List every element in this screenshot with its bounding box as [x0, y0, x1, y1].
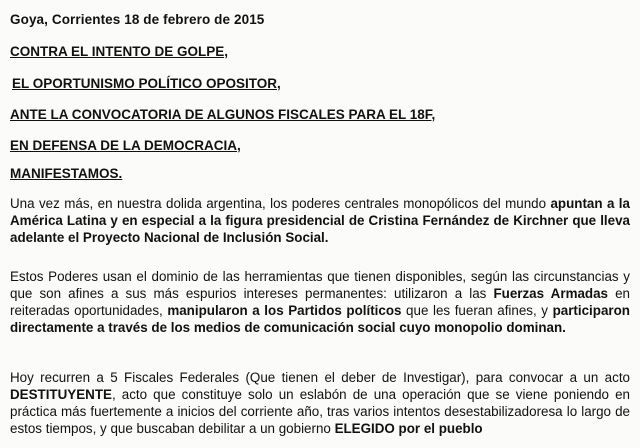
paragraph-3-bold-destituyente: DESTITUYENTE: [10, 387, 112, 402]
paragraph-2-text-c: que les fueran afines, y: [401, 303, 553, 318]
paragraph-3-text-a: Hoy recurren a 5 Fiscales Federales (Que tienen el deber de Investigar), para convocar a un acto: [10, 370, 630, 385]
paragraph-2-text-a: Estos Poderes usan el dominio de las herramientas que tienen disponibles, según las circunstancias y que son afines a sus más espurios intereses permanentes: utilizaron a las: [10, 269, 630, 301]
paragraph-1-bold: apuntan a la América Latina y en especial a la figura presidencial de Cristina Fernández de Kirchner que lleva adelante el Proyecto Nacional de Inclusión Social.: [10, 196, 630, 245]
paragraph-1-text: Una vez más, en nuestra dolida argentina, los poderes centrales monopólicos del mundo: [10, 196, 551, 211]
dateline: Goya, Corrientes 18 de febrero de 2015: [10, 12, 265, 27]
heading-democracia: EN DEFENSA DE LA DEMOCRACIA,: [10, 138, 241, 153]
paragraph-1: [10, 195, 630, 246]
heading-convocatoria: ANTE LA CONVOCATORIA DE ALGUNOS FISCALES PARA EL 18F,: [10, 107, 436, 122]
paragraph-3-text-b: , acto que constituye solo un eslabón de una operación que se viene poniendo en práctica más fuertemente a inicios del corriente año, tras varios intentos desestabilizadoresa lo largo de estos tiempos, y que buscaban debilitar a un gobierno: [10, 387, 630, 436]
paragraph-2-bold-medios: participaron directamente a través de los medios de comunicación social cuyo monopolio dominan.: [10, 303, 630, 335]
paragraph-2: [10, 268, 630, 336]
paragraph-2-bold-fuerzas: Fuerzas Armadas: [493, 286, 608, 301]
paragraph-3: [10, 369, 630, 437]
heading-oportunismo: EL OPORTUNISMO POLÍTICO OPOSITOR,: [12, 76, 281, 91]
heading-manifestamos: MANIFESTAMOS.: [10, 166, 123, 181]
paragraph-2-bold-partidos: manipularon a los Partidos políticos: [167, 303, 402, 318]
paragraph-2-text-b: en reiteradas oportunidades,: [10, 286, 630, 318]
paragraph-3-bold-elegido: ELEGIDO por el pueblo: [334, 421, 483, 436]
heading-golpe: CONTRA EL INTENTO DE GOLPE,: [10, 44, 229, 59]
